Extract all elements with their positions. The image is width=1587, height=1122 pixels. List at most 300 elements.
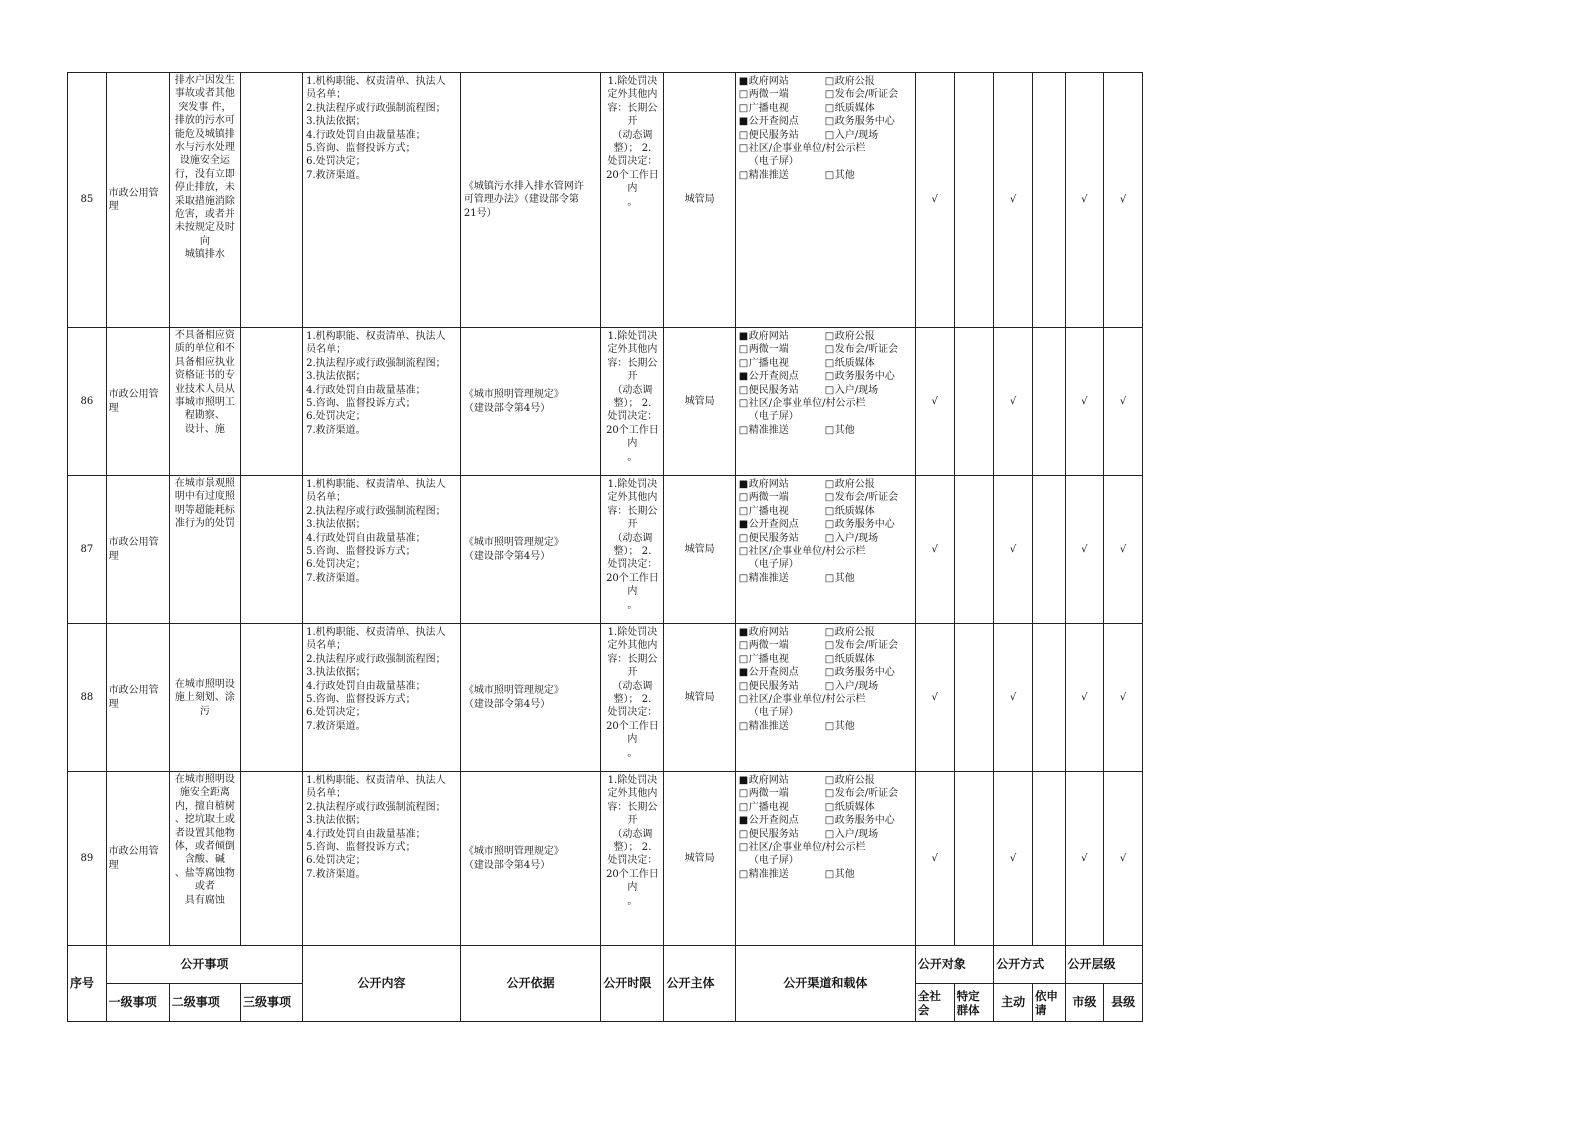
check-specific	[954, 73, 994, 328]
channel-line	[739, 626, 912, 639]
channel-line	[739, 357, 912, 370]
row-subject: 城管局	[664, 73, 735, 328]
channel-option	[825, 774, 875, 787]
row-level2: 不具备相应资 质的单位和不 具备相应执业 资格证书的专 业技术人员从 事城市照明工 程勘察、 设计、施	[169, 328, 240, 476]
table-row	[68, 476, 1143, 624]
row-basis: 《城市照明管理规定》 （建设部令第4号）	[460, 772, 600, 946]
check-public: √	[915, 624, 954, 772]
channel-label: 广播电视	[748, 505, 789, 517]
checkbox-icon: ■	[738, 371, 749, 383]
header-subject: 公开主体	[664, 946, 735, 1022]
table-header	[68, 946, 1143, 1022]
checkbox-icon: □	[738, 788, 749, 800]
channel-option	[825, 680, 878, 693]
channel-option	[739, 532, 825, 545]
channel-line	[739, 680, 912, 693]
channel-label: 入户/现场	[834, 532, 879, 544]
checkbox-icon: □	[824, 424, 835, 436]
checkbox-icon: □	[824, 815, 835, 827]
channel-option	[825, 88, 898, 101]
channel-line	[739, 841, 912, 854]
checkbox-icon: ■	[738, 116, 749, 128]
row-seq: 89	[68, 772, 107, 946]
checkbox-icon: □	[824, 116, 835, 128]
channel-option	[739, 410, 825, 423]
channel-label: 便民服务站	[748, 680, 799, 692]
header-seq: 序号	[68, 946, 107, 1022]
channel-option	[739, 787, 825, 800]
row-subject: 城管局	[664, 624, 735, 772]
checkbox-icon: □	[824, 775, 835, 786]
channel-line	[739, 787, 912, 800]
channel-line	[739, 115, 912, 128]
row-time: 1.除处罚决 定外其他内 容：长期公 开 （动态调 整）； 2. 处罚决定： 20个工作日 内 。	[601, 624, 664, 772]
channel-label: 纸质媒体	[834, 357, 875, 369]
channel-line	[739, 424, 912, 437]
row-level3	[241, 476, 303, 624]
channel-line	[739, 155, 912, 168]
channel-line	[739, 478, 912, 491]
checkbox-icon: □	[738, 505, 749, 517]
check-specific	[954, 476, 994, 624]
channel-label: 政府网站	[748, 76, 789, 87]
row-level2: 在城市照明设 施上刻划、涂 污	[169, 624, 240, 772]
channel-option	[739, 545, 866, 558]
row-level1: 市政公用管理	[106, 73, 169, 328]
checkbox-icon: □	[824, 371, 835, 383]
channel-label: 广播电视	[748, 653, 789, 665]
channel-label: 便民服务站	[748, 828, 799, 840]
channel-label: 入户/现场	[834, 680, 879, 692]
channel-option	[739, 330, 825, 343]
checkbox-icon: □	[824, 720, 835, 732]
channel-label: 精准推送	[748, 868, 789, 880]
check-county: √	[1104, 772, 1143, 946]
row-time: 1.除处罚决 定外其他内 容：长期公 开 （动态调 整）； 2. 处罚决定： 20个工作日 内 。	[601, 73, 664, 328]
channel-label: 发布会/听证会	[834, 344, 899, 356]
channel-label: 社区/企事业单位/村公示栏	[748, 397, 866, 409]
checkbox-icon: □	[738, 532, 749, 544]
channel-label: 公开查阅点	[748, 667, 799, 679]
header-basis: 公开依据	[460, 946, 600, 1022]
channel-label: 纸质媒体	[834, 653, 875, 665]
channel-line	[739, 545, 912, 558]
channel-option	[739, 88, 825, 101]
row-level3	[241, 73, 303, 328]
checkbox-icon: □	[824, 828, 835, 840]
channel-option	[825, 370, 895, 383]
check-specific	[954, 772, 994, 946]
channel-line	[739, 169, 912, 182]
channel-option	[739, 169, 825, 182]
checkbox-icon: □	[738, 169, 749, 181]
channel-option	[739, 491, 825, 504]
channel-option	[825, 491, 898, 504]
checkbox-icon: □	[824, 505, 835, 517]
channel-label: 精准推送	[748, 424, 789, 436]
channel-option	[825, 129, 878, 142]
checkbox-icon: □	[738, 640, 749, 652]
channel-line	[739, 653, 912, 666]
channel-line	[739, 397, 912, 410]
disclosure-table	[67, 72, 1143, 1022]
channel-option	[825, 75, 875, 88]
check-apply	[1032, 772, 1065, 946]
channel-option	[739, 75, 825, 88]
channel-label: 社区/企事业单位/村公示栏	[748, 841, 866, 853]
channel-option	[739, 801, 825, 814]
checkbox-icon: □	[738, 344, 749, 356]
row-channels	[735, 73, 915, 328]
checkbox-icon: □	[738, 424, 749, 436]
channel-line	[739, 142, 912, 155]
check-public: √	[915, 73, 954, 328]
channel-line	[739, 693, 912, 706]
checkbox-icon: ■	[738, 479, 749, 490]
header-target-specific: 特定 群体	[954, 984, 994, 1022]
table-row	[68, 624, 1143, 772]
channel-label: 政府公报	[834, 76, 875, 87]
channel-label: 入户/现场	[834, 384, 879, 396]
checkbox-icon: □	[824, 344, 835, 356]
header-level3: 三级事项	[241, 984, 303, 1022]
channel-label: 纸质媒体	[834, 102, 875, 114]
checkbox-icon: □	[824, 653, 835, 665]
checkbox-icon: ■	[738, 331, 749, 342]
check-county: √	[1104, 328, 1143, 476]
channel-option	[825, 330, 875, 343]
channel-label: 便民服务站	[748, 129, 799, 141]
channel-option	[825, 343, 898, 356]
channel-option	[739, 558, 825, 571]
row-level1: 市政公用管理	[106, 476, 169, 624]
checkbox-icon: □	[824, 479, 835, 490]
channel-line	[739, 102, 912, 115]
channel-line	[739, 410, 912, 423]
channel-label: 公开查阅点	[748, 116, 799, 128]
channel-line	[739, 330, 912, 343]
check-apply	[1032, 624, 1065, 772]
header-target: 公开对象	[915, 946, 993, 984]
channel-option	[739, 142, 866, 155]
row-basis: 《城市照明管理规定》 （建设部令第4号）	[460, 328, 600, 476]
channel-option	[825, 505, 875, 518]
checkbox-icon: ■	[738, 775, 749, 786]
checkbox-icon: □	[738, 129, 749, 141]
check-county: √	[1104, 476, 1143, 624]
row-content: 1.机构职能、权责清单、执法人 员名单； 2.执法程序或行政强制流程图； 3.执法依据； 4.行政处罚自由裁量基准； 5.咨询、监督投诉方式； 6.处罚决定； 7.救济渠道。	[303, 624, 461, 772]
channel-line	[739, 505, 912, 518]
channel-option	[825, 868, 855, 881]
checkbox-icon: □	[738, 572, 749, 584]
channel-option	[825, 169, 855, 182]
channel-label: 公开查阅点	[748, 519, 799, 531]
row-seq: 85	[68, 73, 107, 328]
table-row	[68, 73, 1143, 328]
channel-label: 政府公报	[834, 627, 875, 638]
channel-option	[739, 370, 825, 383]
channel-option	[739, 720, 825, 733]
checkbox-icon: □	[824, 572, 835, 584]
channel-option	[825, 384, 878, 397]
checkbox-icon: □	[824, 680, 835, 692]
channel-label: （电子屏）	[748, 411, 799, 423]
channel-option	[739, 572, 825, 585]
row-time: 1.除处罚决 定外其他内 容：长期公 开 （动态调 整）； 2. 处罚决定： 20个工作日 内 。	[601, 476, 664, 624]
channel-option	[739, 680, 825, 693]
channel-line	[739, 129, 912, 142]
row-content: 1.机构职能、权责清单、执法人 员名单； 2.执法程序或行政强制流程图； 3.执法依据； 4.行政处罚自由裁量基准； 5.咨询、监督投诉方式； 6.处罚决定； 7.救济渠道。	[303, 328, 461, 476]
channel-option	[739, 505, 825, 518]
channel-label: 纸质媒体	[834, 801, 875, 813]
channel-option	[825, 814, 895, 827]
checkbox-icon: □	[824, 384, 835, 396]
channel-label: 政务服务中心	[834, 116, 895, 128]
channel-option	[825, 357, 875, 370]
channel-option	[739, 478, 825, 491]
channel-option	[825, 518, 895, 531]
row-subject: 城管局	[664, 476, 735, 624]
channel-label: 政务服务中心	[834, 667, 895, 679]
channel-option	[825, 102, 875, 115]
channel-option	[825, 666, 895, 679]
checkbox-icon: □	[738, 801, 749, 813]
row-channels	[735, 772, 915, 946]
channel-label: 精准推送	[748, 169, 789, 181]
channel-label: 发布会/听证会	[834, 492, 899, 504]
channel-label: 纸质媒体	[834, 505, 875, 517]
channel-option	[739, 841, 866, 854]
table-row	[68, 328, 1143, 476]
channel-label: 其他	[834, 169, 855, 181]
check-county: √	[1104, 624, 1143, 772]
row-seq: 86	[68, 328, 107, 476]
channel-label: （电子屏）	[748, 156, 799, 168]
channel-option	[739, 854, 825, 867]
checkbox-icon: □	[824, 519, 835, 531]
row-basis: 《城市照明管理规定》 （建设部令第4号）	[460, 624, 600, 772]
checkbox-icon: □	[738, 384, 749, 396]
checkbox-icon: □	[824, 76, 835, 87]
channel-option	[739, 693, 866, 706]
checkbox-icon: □	[738, 693, 749, 705]
channel-line	[739, 720, 912, 733]
checkbox-icon: □	[738, 841, 749, 853]
channel-option	[825, 720, 855, 733]
channel-line	[739, 828, 912, 841]
channel-line	[739, 343, 912, 356]
channel-label: 入户/现场	[834, 129, 879, 141]
row-level3	[241, 772, 303, 946]
channel-option	[739, 115, 825, 128]
channel-option	[825, 572, 855, 585]
channel-label: 发布会/听证会	[834, 788, 899, 800]
row-basis: 《城镇污水排入排水管网许 可管理办法》（建设部令第 21号）	[460, 73, 600, 328]
channel-line	[739, 384, 912, 397]
channel-line	[739, 814, 912, 827]
check-city: √	[1065, 73, 1104, 328]
channel-label: 精准推送	[748, 572, 789, 584]
header-level-county: 县级	[1104, 984, 1143, 1022]
channel-option	[825, 532, 878, 545]
checkbox-icon: □	[738, 828, 749, 840]
channel-label: 其他	[834, 720, 855, 732]
channel-option	[739, 102, 825, 115]
header-method-apply: 依申 请	[1032, 984, 1065, 1022]
check-city: √	[1065, 476, 1104, 624]
channel-option	[739, 828, 825, 841]
channel-option	[739, 626, 825, 639]
checkbox-icon: □	[738, 868, 749, 880]
header-content: 公开内容	[303, 946, 461, 1022]
check-city: √	[1065, 772, 1104, 946]
channel-label: 两微一端	[748, 344, 789, 356]
check-active: √	[994, 624, 1033, 772]
channel-option	[739, 868, 825, 881]
row-level2: 排水户因发生 事故或者其他 突发事 件， 排放的污水可 能危及城镇排 水与污水处理 设施安全运 行，没有立即 停止排放，未 采取措施消除 危害，或者并 未按规定及时 向 城镇排水	[169, 73, 240, 328]
header-level1: 一级事项	[106, 984, 169, 1022]
channel-label: 便民服务站	[748, 532, 799, 544]
header-method-active: 主动	[994, 984, 1033, 1022]
checkbox-icon: □	[824, 89, 835, 101]
checkbox-icon: □	[738, 102, 749, 114]
channel-label: （电子屏）	[748, 707, 799, 719]
checkbox-icon: □	[824, 129, 835, 141]
row-seq: 87	[68, 476, 107, 624]
channel-label: （电子屏）	[748, 559, 799, 571]
row-level3	[241, 328, 303, 476]
channel-line	[739, 774, 912, 787]
header-level-city: 市级	[1065, 984, 1104, 1022]
channel-option	[739, 397, 866, 410]
channel-label: 政府公报	[834, 331, 875, 342]
check-county: √	[1104, 73, 1143, 328]
checkbox-icon: □	[824, 640, 835, 652]
channel-label: 其他	[834, 868, 855, 880]
channel-label: 政府网站	[748, 775, 789, 786]
row-channels	[735, 624, 915, 772]
check-active: √	[994, 476, 1033, 624]
checkbox-icon: □	[738, 397, 749, 409]
channel-line	[739, 572, 912, 585]
checkbox-icon: ■	[738, 76, 749, 87]
channel-label: 发布会/听证会	[834, 640, 899, 652]
channel-label: 发布会/听证会	[834, 89, 899, 101]
channel-option	[825, 787, 898, 800]
channel-label: 两微一端	[748, 492, 789, 504]
channel-line	[739, 854, 912, 867]
row-content: 1.机构职能、权责清单、执法人 员名单； 2.执法程序或行政强制流程图； 3.执法依据； 4.行政处罚自由裁量基准； 5.咨询、监督投诉方式； 6.处罚决定； 7.救济渠道。	[303, 476, 461, 624]
checkbox-icon: □	[824, 801, 835, 813]
channel-line	[739, 88, 912, 101]
channel-line	[739, 639, 912, 652]
check-public: √	[915, 772, 954, 946]
channel-option	[825, 828, 878, 841]
channel-option	[825, 653, 875, 666]
check-active: √	[994, 328, 1033, 476]
header-items: 公开事项	[106, 946, 302, 984]
channel-label: 政府网站	[748, 627, 789, 638]
row-level1: 市政公用管理	[106, 624, 169, 772]
channel-line	[739, 801, 912, 814]
channel-line	[739, 868, 912, 881]
channel-option	[739, 639, 825, 652]
checkbox-icon: □	[824, 532, 835, 544]
row-channels	[735, 476, 915, 624]
channel-line	[739, 532, 912, 545]
check-city: √	[1065, 624, 1104, 772]
table-row	[68, 772, 1143, 946]
check-public: √	[915, 476, 954, 624]
checkbox-icon: □	[824, 492, 835, 504]
checkbox-icon: □	[738, 492, 749, 504]
checkbox-icon: □	[824, 667, 835, 679]
check-apply	[1032, 476, 1065, 624]
row-time: 1.除处罚决 定外其他内 容：长期公 开 （动态调 整）； 2. 处罚决定： 20个工作日 内 。	[601, 772, 664, 946]
row-subject: 城管局	[664, 328, 735, 476]
channel-label: 公开查阅点	[748, 815, 799, 827]
channel-label: 社区/企事业单位/村公示栏	[748, 142, 866, 154]
channel-option	[825, 801, 875, 814]
channel-option	[825, 626, 875, 639]
channel-label: 公开查阅点	[748, 371, 799, 383]
check-public: √	[915, 328, 954, 476]
channel-label: 两微一端	[748, 788, 789, 800]
channel-option	[739, 518, 825, 531]
checkbox-icon: □	[824, 357, 835, 369]
channel-label: 广播电视	[748, 102, 789, 114]
channel-label: 其他	[834, 572, 855, 584]
checkbox-icon: □	[738, 89, 749, 101]
channel-option	[739, 357, 825, 370]
channel-label: 政务服务中心	[834, 815, 895, 827]
channel-option	[825, 639, 898, 652]
channel-line	[739, 706, 912, 719]
row-seq: 88	[68, 624, 107, 772]
channel-option	[739, 424, 825, 437]
channel-option	[739, 155, 825, 168]
row-level2: 在城市景观照 明中有过度照 明等超能耗标 准行为的处罚	[169, 476, 240, 624]
checkbox-icon: ■	[738, 815, 749, 827]
row-content: 1.机构职能、权责清单、执法人 员名单； 2.执法程序或行政强制流程图； 3.执法依据； 4.行政处罚自由裁量基准； 5.咨询、监督投诉方式； 6.处罚决定； 7.救济渠道。	[303, 73, 461, 328]
row-level1: 市政公用管理	[106, 328, 169, 476]
row-subject: 城管局	[664, 772, 735, 946]
row-level1: 市政公用管理	[106, 772, 169, 946]
channel-label: 两微一端	[748, 640, 789, 652]
channel-label: 广播电视	[748, 801, 789, 813]
channel-label: 社区/企事业单位/村公示栏	[748, 545, 866, 557]
checkbox-icon: □	[824, 169, 835, 181]
channel-option	[825, 478, 875, 491]
channel-label: 广播电视	[748, 357, 789, 369]
row-level3	[241, 624, 303, 772]
channel-line	[739, 558, 912, 571]
channel-option	[739, 706, 825, 719]
channel-label: 便民服务站	[748, 384, 799, 396]
row-content: 1.机构职能、权责清单、执法人 员名单； 2.执法程序或行政强制流程图； 3.执法依据； 4.行政处罚自由裁量基准； 5.咨询、监督投诉方式； 6.处罚决定； 7.救济渠道。	[303, 772, 461, 946]
channel-line	[739, 75, 912, 88]
channel-option	[825, 424, 855, 437]
channel-line	[739, 491, 912, 504]
channel-line	[739, 370, 912, 383]
channel-option	[739, 814, 825, 827]
channel-line	[739, 666, 912, 679]
channel-option	[739, 384, 825, 397]
channel-label: 两微一端	[748, 89, 789, 101]
checkbox-icon: □	[738, 545, 749, 557]
channel-label: （电子屏）	[748, 855, 799, 867]
channel-label: 社区/企事业单位/村公示栏	[748, 693, 866, 705]
